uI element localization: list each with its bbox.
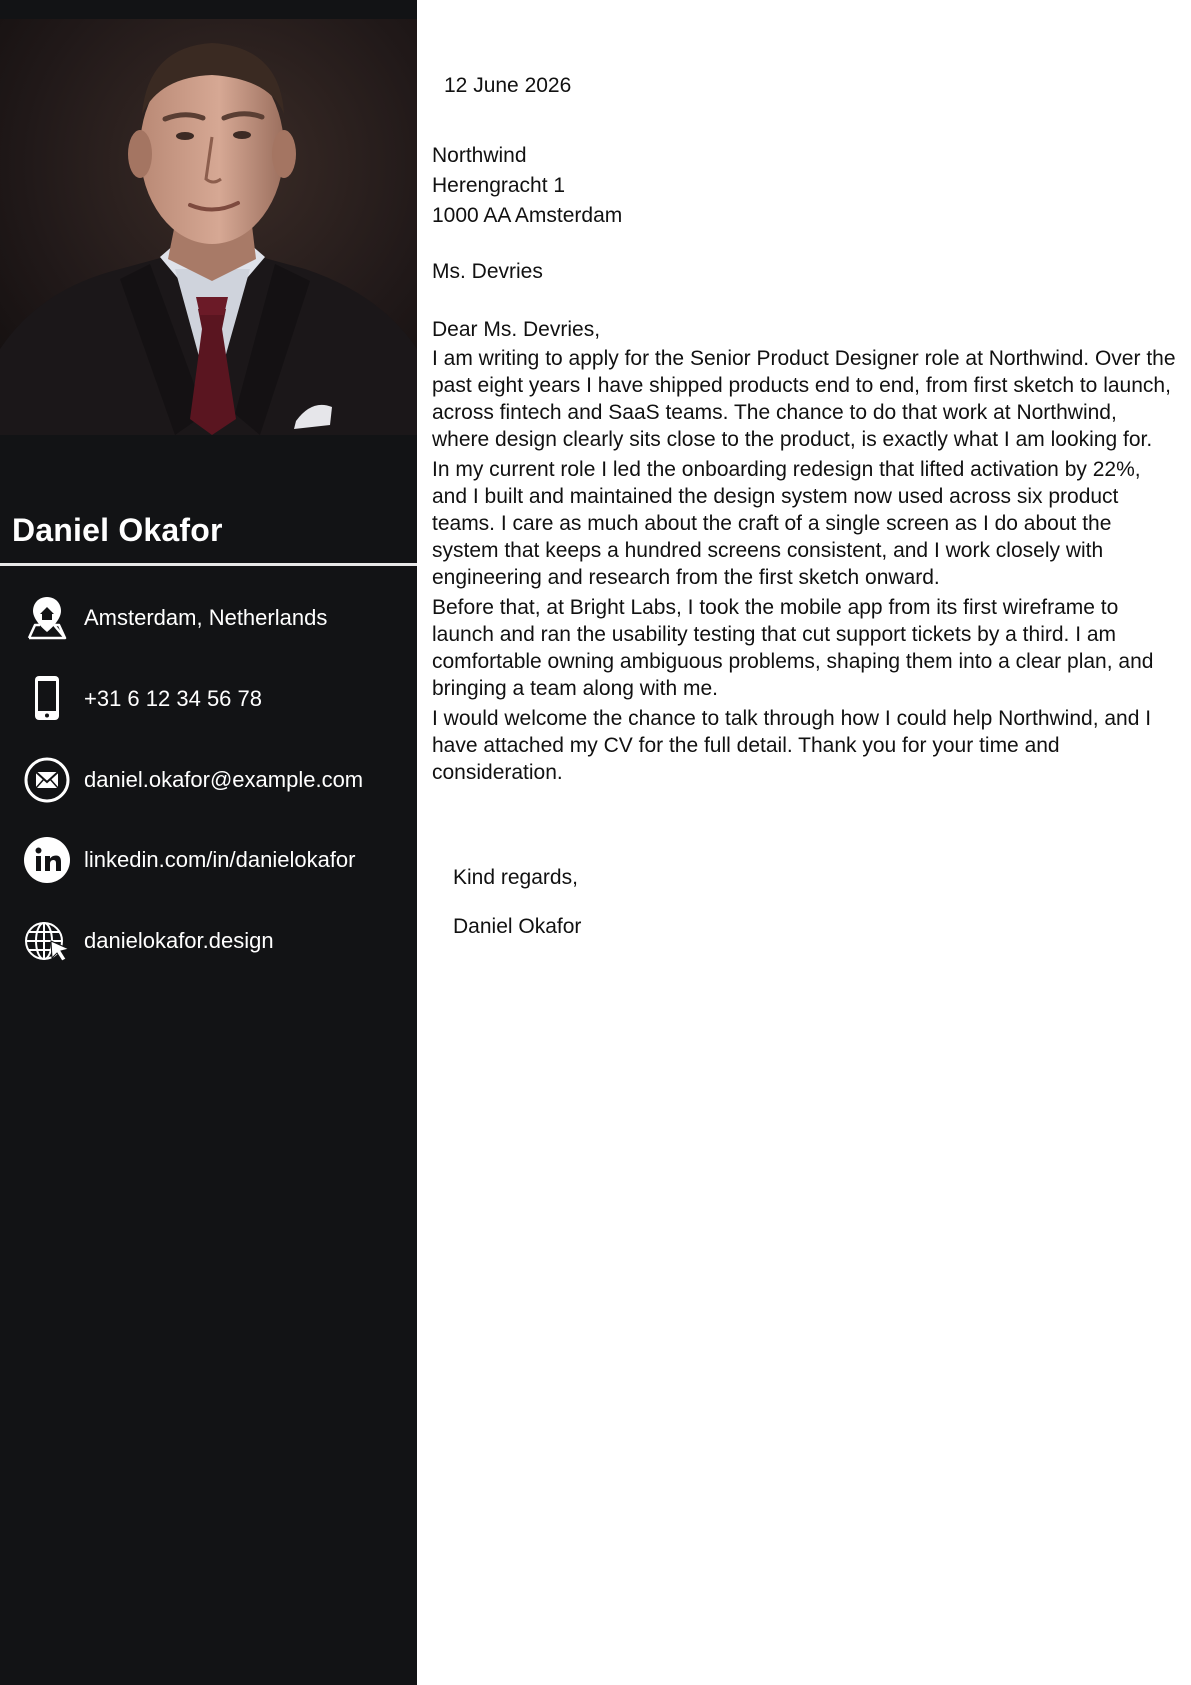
recipient-attention: Ms. Devries: [432, 260, 543, 283]
recipient-address: [432, 141, 622, 231]
salutation: Dear Ms. Devries,: [432, 318, 601, 341]
contact-email[interactable]: [0, 756, 417, 806]
recipient-city: 1000 AA Amsterdam: [432, 204, 623, 227]
email-icon: [23, 756, 71, 804]
linkedin-icon: [23, 836, 71, 884]
sidebar: [0, 0, 417, 1685]
name-divider: [0, 563, 417, 566]
body-paragraph: In my current role I led the onboarding redesign that lifted activation by 22%, and I built and maintained the design system now used across six product teams. I care as much about the craft of a single screen as I do about the system that keeps a hundred screens consistent, and I work closely with engineering and research from the first sketch onward.: [432, 458, 1141, 589]
contact-linkedin[interactable]: [0, 836, 417, 886]
location-pin-icon: [23, 594, 71, 642]
contact-email-text[interactable]: daniel.okafor@example.com: [84, 767, 364, 792]
phone-icon: [23, 675, 71, 723]
contact-location-text: Amsterdam, Netherlands: [84, 605, 328, 630]
contact-website-text[interactable]: danielokafor.design: [84, 928, 274, 953]
recipient-street: Herengracht 1: [432, 174, 566, 197]
website-icon: [23, 917, 71, 965]
body-paragraph: Before that, at Bright Labs, I took the mobile app from its first wireframe to launch and ran the usability testing that cut support tickets by a third. I am comfortable owning ambiguous problems, shaping them into a clear plan, and bringing a team along with me.: [432, 596, 1154, 700]
signature: Daniel Okafor: [453, 915, 582, 938]
contact-location: [0, 594, 417, 644]
body-paragraph: I am writing to apply for the Senior Product Designer role at Northwind. Over the past eight years I have shipped products end to end, from first sketch to launch, across fintech and SaaS teams. The chance to do that work at Northwind, where design clearly sits close to the product, is exactly what I am looking for.: [432, 347, 1176, 451]
recipient-company: Northwind: [432, 144, 527, 167]
body-paragraph: I would welcome the chance to talk through how I could help Northwind, and I have attached my CV for the full detail. Thank you for your time and consideration.: [432, 707, 1152, 784]
contact-linkedin-text[interactable]: linkedin.com/in/danielokafor: [84, 847, 356, 872]
profile-photo: [0, 19, 417, 435]
contact-website[interactable]: [0, 917, 417, 967]
contact-phone: [0, 675, 417, 725]
contact-phone-text: +31 6 12 34 56 78: [84, 686, 262, 711]
closing: Kind regards,: [453, 866, 578, 889]
letter-body: [432, 345, 1176, 789]
letter-date: 12 June 2026: [444, 74, 572, 97]
applicant-name: Daniel Okafor: [12, 512, 223, 548]
